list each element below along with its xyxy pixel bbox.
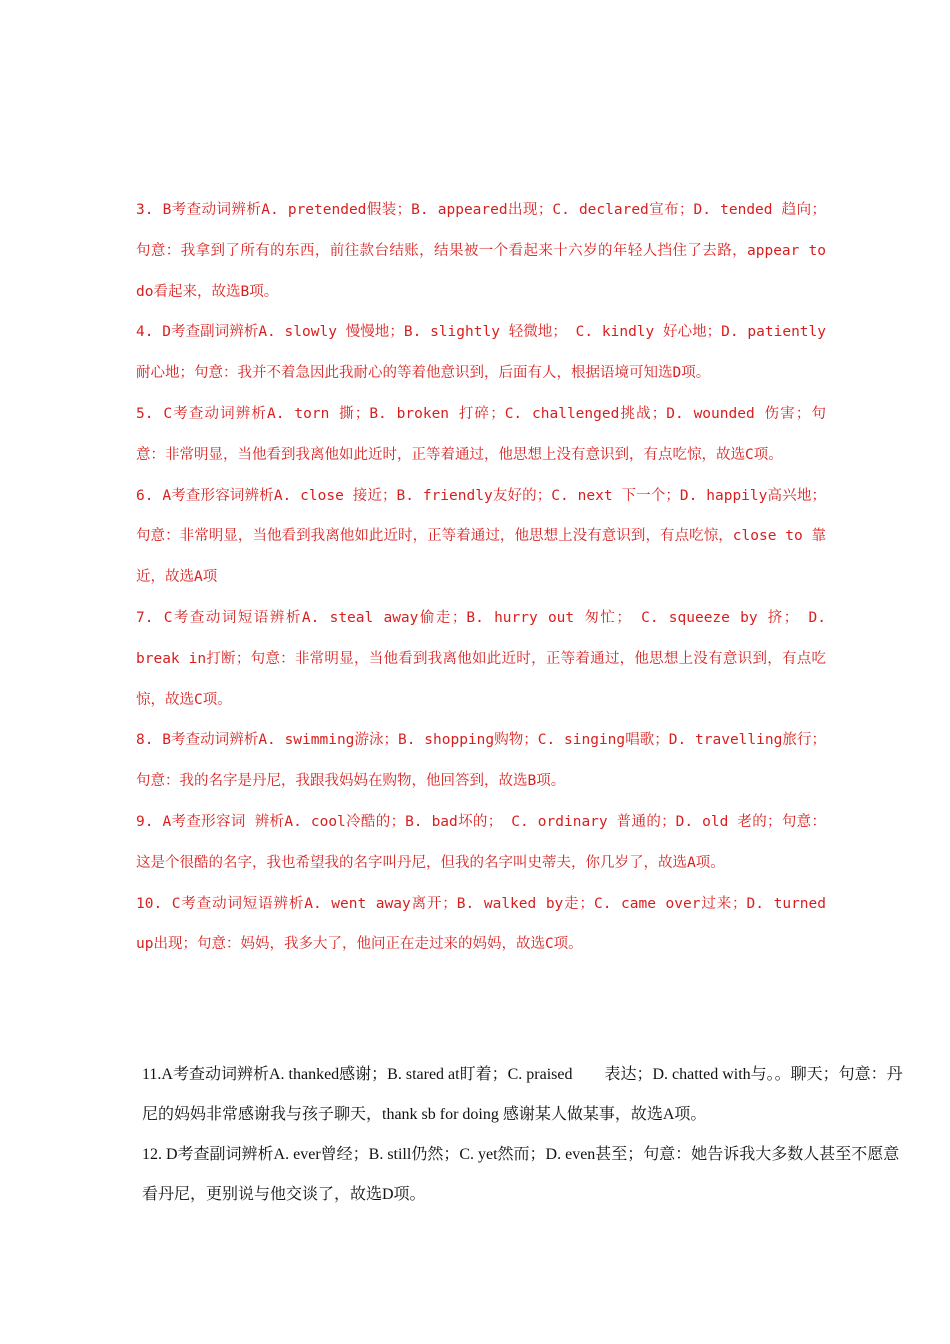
answer-11: 11.A考查动词辨析A. thanked感谢；B. stared at盯着；C. praised 表达；D. chatted with与。。聊天；句意：丹尼的妈妈非常感谢我与孩子聊天，thank sb for doing 感谢某人做某事，故选A项。: [142, 1066, 903, 1123]
answer-5: 5. C考查动词辨析A. torn 撕；B. broken 打碎；C. challenged挑战；D. wounded 伤害；句意：非常明显，当他看到我离他如此近时，正等着通过，他思想上没有意识到，有点吃惊，故选C项。: [136, 405, 826, 463]
answer-explanations-black: [142, 1055, 912, 1215]
answer-4: 4. D考查副词辨析A. slowly 慢慢地；B. slightly 轻微地； C. kindly 好心地；D. patiently耐心地；句意：我并不着急因此我耐心的等着他意识到，后面有人，根据语境可知选D项。: [136, 324, 826, 382]
answer-7: 7. C考查动词短语辨析A. steal away偷走；B. hurry out 匆忙； C. squeeze by 挤； D. break in打断；句意：非常明显，当他看到我离他如此近时，正等着通过，他思想上没有意识到，有点吃惊，故选C项。: [136, 609, 826, 708]
answer-10: 10. C考查动词短语辨析A. went away离开；B. walked by走；C. came over过来；D. turned up出现；句意：妈妈，我多大了，他问正在走过来的妈妈，故选C项。: [136, 895, 826, 953]
answer-9: 9. A考查形容词 辨析A. cool冷酷的；B. bad坏的； C. ordinary 普通的；D. old 老的；句意：这是个很酷的名字，我也希望我的名字叫丹尼，但我的名字叫史蒂夫，你几岁了，故选A项。: [136, 813, 826, 871]
answer-8: 8. B考查动词辨析A. swimming游泳；B. shopping购物；C. singing唱歌；D. travelling旅行；句意：我的名字是丹尼，我跟我妈妈在购物，他回答到，故选B项。: [136, 732, 826, 790]
answer-3: 3. B考查动词辨析A. pretended假装；B. appeared出现；C. declared宣布；D. tended 趋向；句意：我拿到了所有的东西，前往款台结账，结果被一个看起来十六岁的年轻人挡住了去路，appear to do看起来，故选B项。: [136, 202, 826, 300]
answer-6: 6. A考查形容词辨析A. close 接近；B. friendly友好的；C. next 下一个；D. happily高兴地；句意：非常明显，当他看到我离他如此近时，正等着通过，他思想上没有意识到，有点吃惊，close to 靠近，故选A项: [136, 487, 826, 586]
answer-explanations-red: [136, 190, 826, 965]
answer-12: 12. D考查副词辨析A. ever曾经；B. still仍然；C. yet然而；D. even甚至；句意：她告诉我大多数人甚至不愿意看丹尼，更别说与他交谈了，故选D项。: [142, 1146, 900, 1203]
